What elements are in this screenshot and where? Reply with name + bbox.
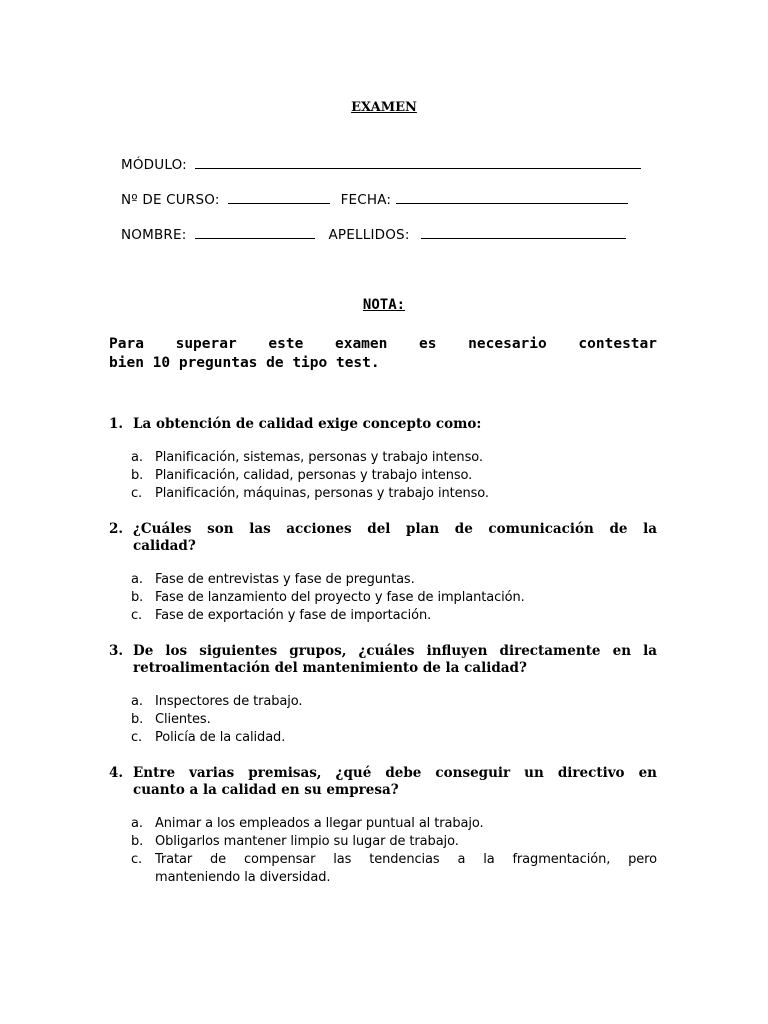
nombre-apellidos-row xyxy=(121,225,651,243)
exam-title: EXAMEN xyxy=(351,100,417,115)
nota-heading: NOTA: xyxy=(362,297,406,313)
nota-text xyxy=(109,335,657,373)
option-c[interactable] xyxy=(131,851,657,887)
curso-field[interactable] xyxy=(228,203,330,204)
option-text: Animar a los empleados a llegar puntual al trabajo. xyxy=(155,816,484,831)
curso-label: Nº DE CURSO: xyxy=(121,192,220,208)
question-4 xyxy=(109,765,657,887)
question-1 xyxy=(109,416,657,503)
option-text-line1: Tratar de compensar las tendencias a la fragmentación, pero xyxy=(155,852,657,867)
modulo-field[interactable] xyxy=(195,168,641,169)
options-list xyxy=(131,449,657,503)
option-text: Inspectores de trabajo. xyxy=(155,694,303,709)
apellidos-label: APELLIDOS: xyxy=(328,227,410,243)
option-text: Policía de la calidad. xyxy=(155,730,286,745)
option-b[interactable] xyxy=(131,467,657,485)
option-c[interactable] xyxy=(131,607,657,625)
question-text-line2: calidad? xyxy=(133,538,196,554)
question-3 xyxy=(109,643,657,747)
option-text: Fase de exportación y fase de importación. xyxy=(155,608,432,623)
fecha-label: FECHA: xyxy=(340,192,392,208)
apellidos-field[interactable] xyxy=(421,238,626,239)
option-letter: a. xyxy=(131,694,143,709)
question-text-line1: ¿Cuáles son las acciones del plan de comunicación de la xyxy=(133,521,657,537)
curso-fecha-row xyxy=(121,190,651,208)
modulo-label: MÓDULO: xyxy=(121,157,187,173)
option-c[interactable] xyxy=(131,729,657,747)
option-text: Fase de entrevistas y fase de preguntas. xyxy=(155,572,415,587)
question-text xyxy=(133,643,657,677)
question-text-line1: De los siguientes grupos, ¿cuáles influyen directamente en la xyxy=(133,643,657,659)
option-b[interactable] xyxy=(131,711,657,729)
option-letter: b. xyxy=(131,590,144,605)
options-list xyxy=(131,571,657,625)
option-letter: c. xyxy=(131,608,143,623)
nota-text-line2: bien 10 preguntas de tipo test. xyxy=(109,355,380,371)
question-text xyxy=(133,765,657,799)
option-letter: c. xyxy=(131,486,143,501)
option-text: Obligarlos mantener limpio su lugar de trabajo. xyxy=(155,834,459,849)
question-number: 2. xyxy=(109,521,124,537)
option-letter: b. xyxy=(131,712,144,727)
question-number: 1. xyxy=(109,416,124,432)
option-text: Planificación, sistemas, personas y trabajo intenso. xyxy=(155,450,483,465)
option-a[interactable] xyxy=(131,693,657,711)
option-letter: b. xyxy=(131,834,144,849)
option-b[interactable] xyxy=(131,833,657,851)
option-letter: b. xyxy=(131,468,144,483)
option-letter: a. xyxy=(131,572,143,587)
modulo-row xyxy=(121,155,651,173)
options-list xyxy=(131,815,657,887)
option-text: Planificación, calidad, personas y trabajo intenso. xyxy=(155,468,473,483)
option-a[interactable] xyxy=(131,815,657,833)
option-text: Fase de lanzamiento del proyecto y fase de implantación. xyxy=(155,590,525,605)
fecha-field[interactable] xyxy=(396,203,628,204)
question-text-line1: La obtención de calidad exige concepto como: xyxy=(133,416,482,432)
options-list xyxy=(131,693,657,747)
question-text xyxy=(133,521,657,555)
question-text-line2: cuanto a la calidad en su empresa? xyxy=(133,782,399,798)
option-letter: c. xyxy=(131,852,143,867)
option-c[interactable] xyxy=(131,485,657,503)
option-text: Clientes. xyxy=(155,712,211,727)
option-text-line2: manteniendo la diversidad. xyxy=(155,870,331,885)
question-number: 3. xyxy=(109,643,124,659)
question-number: 4. xyxy=(109,765,124,781)
option-text: Planificación, máquinas, personas y trabajo intenso. xyxy=(155,486,489,501)
option-b[interactable] xyxy=(131,589,657,607)
nombre-field[interactable] xyxy=(195,238,315,239)
option-letter: c. xyxy=(131,730,143,745)
nota-text-line1: Para superar este examen es necesario contestar xyxy=(109,336,657,352)
option-letter: a. xyxy=(131,450,143,465)
option-letter: a. xyxy=(131,816,143,831)
option-a[interactable] xyxy=(131,571,657,589)
option-a[interactable] xyxy=(131,449,657,467)
nombre-label: NOMBRE: xyxy=(121,227,187,243)
question-text-line2: retroalimentación del mantenimiento de la calidad? xyxy=(133,660,527,676)
option-text xyxy=(155,851,657,887)
question-text-line1: Entre varias premisas, ¿qué debe conseguir un directivo en xyxy=(133,765,657,781)
question-2 xyxy=(109,521,657,625)
question-text xyxy=(133,416,657,433)
